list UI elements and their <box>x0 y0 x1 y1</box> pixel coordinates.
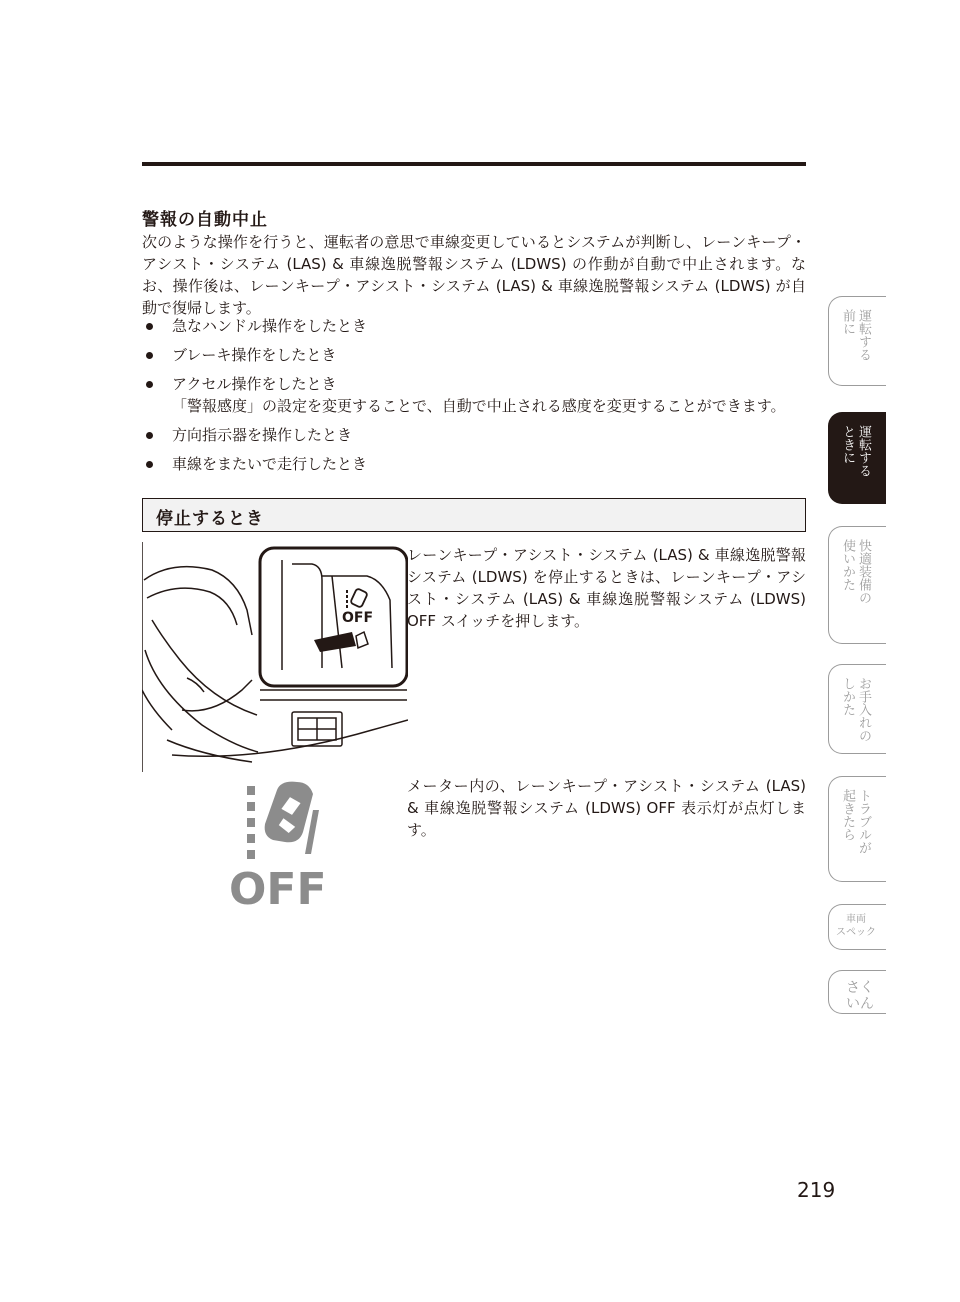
bullet-dot <box>146 323 153 330</box>
bullet-text: 方向指示器を操作したとき <box>172 426 353 444</box>
list-item <box>142 315 806 337</box>
tab-label-line1: さく <box>846 980 874 996</box>
stop-section-header <box>142 498 806 532</box>
list-item <box>142 373 806 417</box>
tab-label-line1: 運転する <box>856 425 871 477</box>
bullet-dot <box>146 461 153 468</box>
tab-label-line2: 使いかた <box>840 539 855 591</box>
indicator-description-text: メーター内の、レーンキープ・アシスト・システム (LAS) & 車線逸脱警報システム (LDWS) OFF 表示灯が点灯します。 <box>407 777 806 839</box>
tab-label-line1: トラブルが <box>856 789 871 854</box>
tab-troubleshooting[interactable] <box>828 776 886 882</box>
tab-label-line1: お手入れの <box>856 677 871 742</box>
ldws-off-indicator-icon <box>225 780 340 910</box>
tab-label-line2: 前に <box>840 309 855 335</box>
switch-off-label: OFF <box>342 610 374 626</box>
list-item <box>142 453 806 475</box>
tab-maintenance[interactable] <box>828 664 886 754</box>
tab-label-line2: ときに <box>840 425 855 464</box>
tab-label-line2: しかた <box>840 677 855 716</box>
tab-label-line2: 起きたら <box>840 789 855 841</box>
tab-index[interactable] <box>828 970 886 1014</box>
dashboard-switch-illustration <box>142 540 408 772</box>
tab-label-line2: いん <box>846 996 874 1012</box>
top-rule <box>142 162 806 166</box>
tab-vehicle-specs[interactable] <box>828 904 886 950</box>
tab-label-line1: 車両 <box>846 914 866 925</box>
bullet-dot <box>146 352 153 359</box>
bullet-dot <box>146 381 153 388</box>
tab-while-driving[interactable] <box>828 412 886 504</box>
tab-before-driving[interactable] <box>828 296 886 386</box>
section-heading: 警報の自動中止 <box>142 210 268 230</box>
list-item <box>142 424 806 446</box>
bullet-list <box>142 315 806 482</box>
tab-label-line1: 運転する <box>856 309 871 361</box>
bullet-text: 急なハンドル操作をしたとき <box>172 317 368 335</box>
stop-instruction-text: レーンキープ・アシスト・システム (LAS) & 車線逸脱警報システム (LDWS) を停止するときは、レーンキープ・アシスト・システム (LAS) & 車線逸脱警報システム (LDWS) OFF スイッチを押します。 <box>407 546 806 630</box>
tab-comfort-features[interactable] <box>828 526 886 644</box>
bullet-text: 車線をまたいで走行したとき <box>172 455 368 473</box>
bullet-dot <box>146 432 153 439</box>
tab-label-line1: 快適装備の <box>856 539 871 604</box>
section-paragraph: 次のような操作を行うと、運転者の意思で車線変更しているとシステムが判断し、レーンキープ・アシスト・システム (LAS) & 車線逸脱警報システム (LDWS) の作動が自動で中止されます。なお、操作後は、レーンキープ・アシスト・システム (LAS) & 車線逸脱警報システム (LDWS) が自動で復帰します。 <box>142 233 806 317</box>
bullet-text: ブレーキ操作をしたとき <box>172 346 337 364</box>
bullet-note: 「警報感度」の設定を変更することで、自動で中止される感度を変更することができます。 <box>172 397 786 415</box>
bullet-text: アクセル操作をしたとき <box>172 375 337 393</box>
tab-label-line2: スペック <box>836 927 876 938</box>
page-number: 219 <box>797 1178 836 1202</box>
stop-section-title: 停止するとき <box>156 509 264 529</box>
indicator-off-label: OFF <box>229 864 327 910</box>
list-item <box>142 344 806 366</box>
